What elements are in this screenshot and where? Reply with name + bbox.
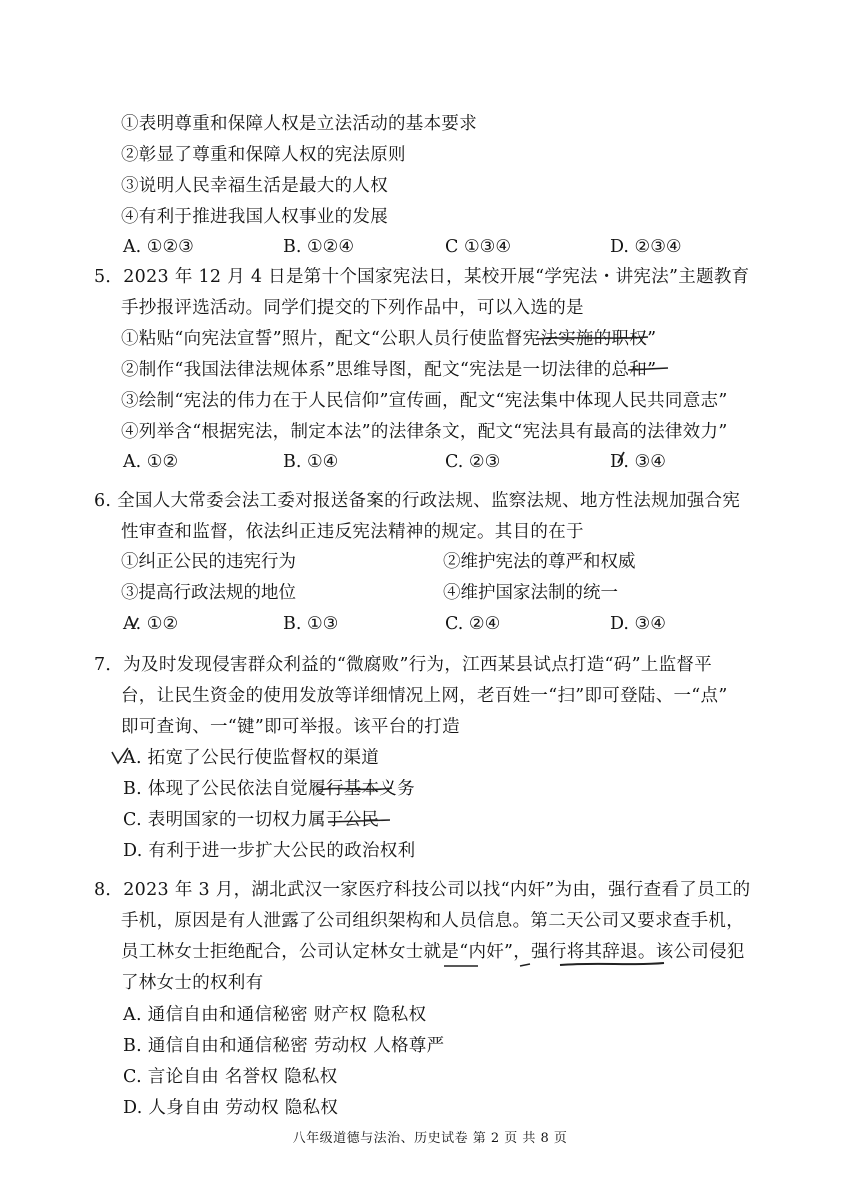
q4-item-3: ③说明人民幸福生活是最大的人权 bbox=[121, 176, 388, 196]
q7-stem-2: 台，让民生资金的使用发放等详细情况上网，老百姓一“扫”即可登陆、一“点” bbox=[121, 686, 728, 706]
q7-option-c: C. 表明国家的一切权力属于公民 bbox=[123, 810, 380, 830]
q5-stem-2: 手抄报评选活动。同学们提交的下列作品中，可以入选的是 bbox=[121, 298, 584, 318]
q5-item-4: ④列举含“根据宪法，制定本法”的法律条文，配文“宪法具有最高的法律效力” bbox=[121, 422, 728, 442]
q4-option-c: C ①③④ bbox=[445, 237, 512, 257]
q4-item-1: ①表明尊重和保障人权是立法活动的基本要求 bbox=[121, 114, 477, 134]
q4-option-d: D. ②③④ bbox=[610, 237, 682, 257]
q7-option-a: A. 拓宽了公民行使监督权的渠道 bbox=[123, 748, 380, 768]
q6-item-4: ④维护国家法制的统一 bbox=[443, 583, 618, 603]
q7-option-b: B. 体现了公民依法自觉履行基本义务 bbox=[123, 779, 415, 799]
q7-stem-3: 即可查询、一“键”即可举报。该平台的打造 bbox=[121, 717, 460, 737]
q7-option-d: D. 有利于进一步扩大公民的政治权利 bbox=[123, 841, 416, 861]
q4-item-2: ②彰显了尊重和保障人权的宪法原则 bbox=[121, 145, 406, 165]
q7-answer-mark bbox=[112, 748, 128, 763]
q5-strike-mark-2 bbox=[628, 368, 668, 370]
q8-option-b: B. 通信自由和通信秘密 劳动权 人格尊严 bbox=[123, 1036, 445, 1056]
q7-strike-mark bbox=[318, 788, 392, 790]
q7-strike-mark-2 bbox=[328, 820, 390, 822]
q6-stem-2: 性审查和监督，依法纠正违反宪法精神的规定。其目的在于 bbox=[121, 522, 584, 542]
q8-option-a: A. 通信自由和通信秘密 财产权 隐私权 bbox=[123, 1005, 427, 1025]
q8-underline-3 bbox=[560, 963, 664, 965]
q5-item-3: ③绘制“宪法的伟力在于人民信仰”宣传画，配文“宪法集中体现人民共同意志” bbox=[121, 391, 728, 411]
q4-option-a: A. ①②③ bbox=[123, 237, 194, 257]
q5-option-d: D. ③④ bbox=[610, 452, 666, 472]
q5-stem-1: 5．2023 年 12 月 4 日是第十个国家宪法日，某校开展“学宪法・讲宪法”主题教育 bbox=[94, 267, 750, 287]
q6-stem-1: 6. 全国人大常委会法工委对报送备案的行政法规、监察法规、地方性法规加强合宪 bbox=[94, 491, 741, 511]
q6-option-c: C. ②④ bbox=[445, 614, 501, 634]
q4-option-b: B. ①②④ bbox=[283, 237, 355, 257]
q6-item-2: ②维护宪法的尊严和权威 bbox=[443, 552, 636, 572]
q7-stem-1: 7．为及时发现侵害群众利益的“微腐败”行为，江西某县试点打造“码”上监督平 bbox=[94, 655, 713, 675]
q8-option-c: C. 言论自由 名誉权 隐私权 bbox=[123, 1067, 338, 1087]
q8-stem-1: 8．2023 年 3 月，湖北武汉一家医疗科技公司以找“内奸”为由，强行查看了员工的 bbox=[94, 880, 751, 900]
q8-stem-3: 员工林女士拒绝配合，公司认定林女士就是“内奸”，强行将其辞退。该公司侵犯 bbox=[121, 942, 745, 962]
q6-answer-mark bbox=[133, 618, 138, 628]
q5-option-a: A. ①② bbox=[123, 452, 179, 472]
q8-stem-4: 了林女士的权利有 bbox=[121, 973, 264, 993]
q5-item-1: ①粘贴“向宪法宣誓”照片，配文“公职人员行使监督宪法实施的职权” bbox=[121, 329, 657, 349]
q8-underline-2 bbox=[520, 964, 530, 966]
q5-item-2: ②制作“我国法律法规体系”思维导图，配文“宪法是一切法律的总和” bbox=[121, 360, 657, 380]
q6-option-a: A. ①② bbox=[123, 614, 179, 634]
q6-option-d: D. ③④ bbox=[610, 614, 666, 634]
q5-option-c: C. ②③ bbox=[445, 452, 501, 472]
q8-option-d: D. 人身自由 劳动权 隐私权 bbox=[123, 1098, 339, 1118]
q6-option-b: B. ①③ bbox=[283, 614, 339, 634]
q5-answer-mark bbox=[618, 452, 624, 463]
q4-item-4: ④有利于推进我国人权事业的发展 bbox=[121, 207, 388, 227]
q6-item-3: ③提高行政法规的地位 bbox=[121, 583, 296, 603]
page-footer: 八年级道德与法治、历史试卷 第 2 页 共 8 页 bbox=[292, 1131, 568, 1146]
q5-strike-mark bbox=[536, 337, 648, 339]
q6-item-1: ①纠正公民的违宪行为 bbox=[121, 552, 296, 572]
q8-stem-2: 手机，原因是有人泄露了公司组织架构和人员信息。第二天公司又要求查手机， bbox=[121, 911, 744, 931]
q5-option-b: B. ①④ bbox=[283, 452, 339, 472]
